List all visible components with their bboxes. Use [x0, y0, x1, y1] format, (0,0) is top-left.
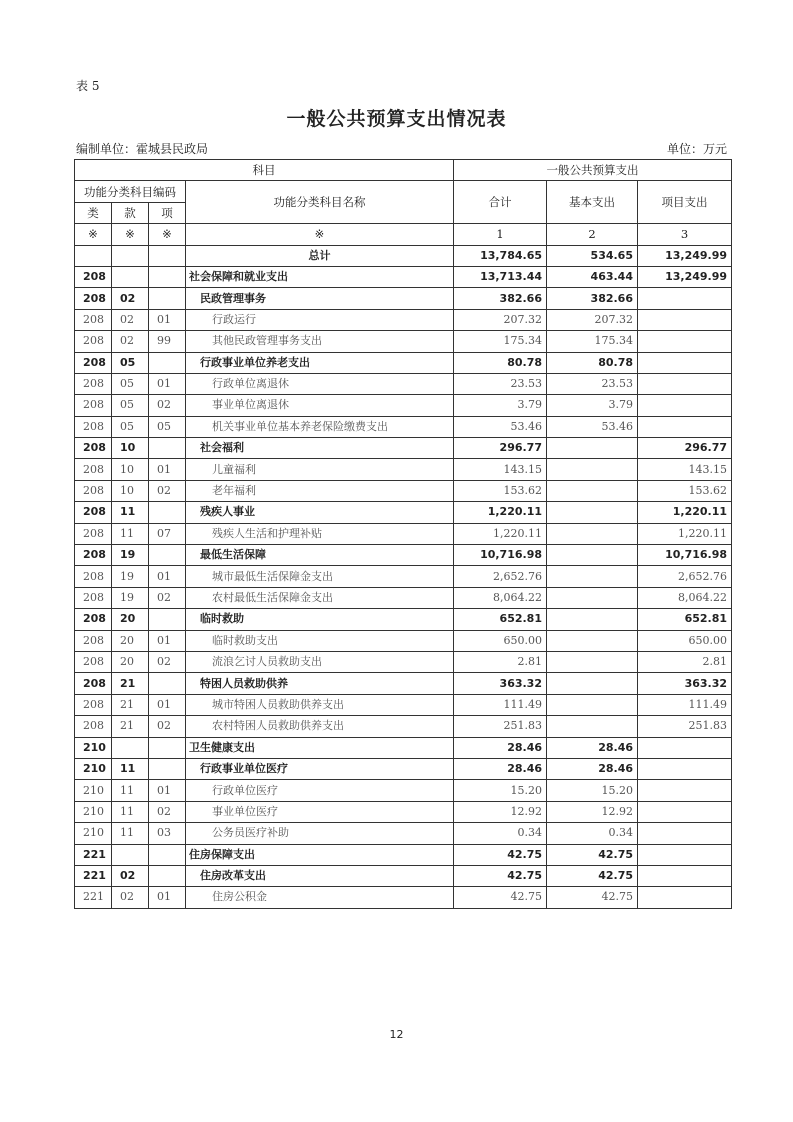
lei-cell: 208 [75, 502, 112, 523]
xiang-cell [149, 245, 186, 266]
xiang-cell [149, 545, 186, 566]
table-row [75, 395, 732, 416]
project-cell [638, 373, 732, 394]
xiang-cell: 02 [149, 651, 186, 672]
total-cell: 23.53 [454, 373, 547, 394]
name-cell: 社会福利 [186, 438, 454, 459]
name-cell: 最低生活保障 [186, 545, 454, 566]
page-title: 一般公共预算支出情况表 [286, 108, 507, 130]
xiang-cell: 01 [149, 780, 186, 801]
name-cell: 行政单位医疗 [186, 780, 454, 801]
project-cell: 652.81 [638, 609, 732, 630]
unit-label: 单位：万元 [666, 142, 727, 156]
lei-cell: 208 [75, 523, 112, 544]
lei-cell: 208 [75, 416, 112, 437]
total-cell: 28.46 [454, 758, 547, 779]
xiang-cell [149, 266, 186, 287]
total-cell: 363.32 [454, 673, 547, 694]
table-row [75, 694, 732, 715]
name-cell: 儿童福利 [186, 459, 454, 480]
basic-cell [547, 587, 638, 608]
table-row [75, 352, 732, 373]
header-row-4 [75, 224, 732, 245]
kuan-cell: 02 [112, 865, 149, 886]
kuan-cell: 11 [112, 823, 149, 844]
project-column-header: 项目支出 [638, 181, 732, 224]
name-cell: 农村特困人员救助供养支出 [186, 716, 454, 737]
lei-cell: 210 [75, 801, 112, 822]
basic-cell: 42.75 [547, 844, 638, 865]
kuan-cell: 02 [112, 331, 149, 352]
table-row [75, 545, 732, 566]
table-row [75, 288, 732, 309]
xiang-cell: 02 [149, 716, 186, 737]
table-row [75, 609, 732, 630]
total-cell: 42.75 [454, 844, 547, 865]
name-cell: 老年福利 [186, 480, 454, 501]
basic-cell: 382.66 [547, 288, 638, 309]
basic-cell: 175.34 [547, 331, 638, 352]
table-row [75, 801, 732, 822]
lei-cell: 208 [75, 545, 112, 566]
kuan-cell: 21 [112, 716, 149, 737]
page-number: 12 [389, 1028, 404, 1041]
basic-cell [547, 630, 638, 651]
xiang-cell: 01 [149, 309, 186, 330]
kuan-cell: 02 [112, 887, 149, 908]
total-cell: 111.49 [454, 694, 547, 715]
kuan-cell: 20 [112, 630, 149, 651]
total-cell: 1,220.11 [454, 502, 547, 523]
table-number: 表 5 [76, 79, 100, 93]
table-row [75, 459, 732, 480]
project-cell: 10,716.98 [638, 545, 732, 566]
table-row [75, 523, 732, 544]
kuan-cell: 05 [112, 352, 149, 373]
basic-cell: 0.34 [547, 823, 638, 844]
xiang-cell: 01 [149, 887, 186, 908]
basic-cell: 534.65 [547, 245, 638, 266]
lei-cell: 210 [75, 823, 112, 844]
xiang-cell: 01 [149, 694, 186, 715]
total-cell: 2.81 [454, 651, 547, 672]
name-cell: 总计 [186, 245, 454, 266]
project-cell: 143.15 [638, 459, 732, 480]
lei-cell: 208 [75, 480, 112, 501]
table-row [75, 780, 732, 801]
table-row [75, 566, 732, 587]
table-row [75, 651, 732, 672]
name-cell: 残疾人事业 [186, 502, 454, 523]
project-cell: 1,220.11 [638, 523, 732, 544]
lei-cell: 208 [75, 694, 112, 715]
table-row [75, 673, 732, 694]
xiang-cell [149, 844, 186, 865]
lei-cell [75, 245, 112, 266]
index-cell-2: 2 [547, 224, 638, 245]
basic-cell [547, 523, 638, 544]
xiang-cell [149, 609, 186, 630]
basic-cell: 53.46 [547, 416, 638, 437]
total-cell: 42.75 [454, 865, 547, 886]
name-cell: 行政单位离退休 [186, 373, 454, 394]
total-cell: 10,716.98 [454, 545, 547, 566]
kuan-cell: 05 [112, 416, 149, 437]
name-cell: 城市特困人员救助供养支出 [186, 694, 454, 715]
name-cell: 农村最低生活保障金支出 [186, 587, 454, 608]
lei-cell: 208 [75, 352, 112, 373]
project-cell [638, 780, 732, 801]
total-cell: 12.92 [454, 801, 547, 822]
lei-cell: 208 [75, 587, 112, 608]
name-cell: 特困人员救助供养 [186, 673, 454, 694]
basic-cell [547, 651, 638, 672]
kuan-cell [112, 737, 149, 758]
xiang-cell [149, 438, 186, 459]
xiang-cell [149, 352, 186, 373]
table-row [75, 331, 732, 352]
kuan-cell: 11 [112, 758, 149, 779]
total-cell: 296.77 [454, 438, 547, 459]
total-cell: 2,652.76 [454, 566, 547, 587]
name-cell: 残疾人生活和护理补贴 [186, 523, 454, 544]
kuan-cell: 20 [112, 651, 149, 672]
kuan-cell: 21 [112, 673, 149, 694]
total-cell: 652.81 [454, 609, 547, 630]
project-cell [638, 844, 732, 865]
xiang-cell: 07 [149, 523, 186, 544]
name-cell: 民政管理事务 [186, 288, 454, 309]
kuan-cell: 19 [112, 566, 149, 587]
subject-header: 科目 [75, 160, 454, 181]
name-cell: 城市最低生活保障金支出 [186, 566, 454, 587]
kuan-cell: 05 [112, 373, 149, 394]
table-row [75, 502, 732, 523]
project-cell: 1,220.11 [638, 502, 732, 523]
project-cell: 8,064.22 [638, 587, 732, 608]
table-row [75, 823, 732, 844]
basic-cell [547, 459, 638, 480]
total-cell: 143.15 [454, 459, 547, 480]
lei-cell: 208 [75, 630, 112, 651]
xiang-cell [149, 758, 186, 779]
lei-cell: 208 [75, 673, 112, 694]
table-row [75, 438, 732, 459]
table-row [75, 266, 732, 287]
basic-cell [547, 673, 638, 694]
total-cell: 207.32 [454, 309, 547, 330]
kuan-cell: 10 [112, 438, 149, 459]
table-row [75, 887, 732, 908]
project-cell [638, 737, 732, 758]
xiang-header: 项 [149, 202, 186, 223]
mark-cell: ※ [186, 224, 454, 245]
mark-cell: ※ [149, 224, 186, 245]
lei-cell: 221 [75, 844, 112, 865]
project-cell [638, 416, 732, 437]
project-cell [638, 331, 732, 352]
xiang-cell [149, 737, 186, 758]
basic-cell [547, 502, 638, 523]
kuan-cell: 19 [112, 545, 149, 566]
basic-cell [547, 609, 638, 630]
budget-group-header: 一般公共预算支出 [454, 160, 732, 181]
table-row [75, 416, 732, 437]
budget-table [74, 159, 732, 909]
kuan-cell: 11 [112, 780, 149, 801]
total-cell: 42.75 [454, 887, 547, 908]
project-cell: 111.49 [638, 694, 732, 715]
total-cell: 0.34 [454, 823, 547, 844]
xiang-cell: 02 [149, 587, 186, 608]
lei-cell: 221 [75, 865, 112, 886]
lei-cell: 210 [75, 758, 112, 779]
organization-label: 编制单位：霍城县民政局 [76, 142, 209, 156]
name-cell: 卫生健康支出 [186, 737, 454, 758]
table-row [75, 737, 732, 758]
header-row-2 [75, 181, 732, 202]
project-cell: 251.83 [638, 716, 732, 737]
header-row-1 [75, 160, 732, 181]
project-cell: 153.62 [638, 480, 732, 501]
lei-cell: 221 [75, 887, 112, 908]
name-cell: 住房改革支出 [186, 865, 454, 886]
xiang-cell: 03 [149, 823, 186, 844]
table-row [75, 373, 732, 394]
total-cell: 8,064.22 [454, 587, 547, 608]
xiang-cell: 02 [149, 480, 186, 501]
kuan-cell: 11 [112, 523, 149, 544]
xiang-cell: 01 [149, 459, 186, 480]
project-cell [638, 352, 732, 373]
basic-cell: 42.75 [547, 865, 638, 886]
total-cell: 382.66 [454, 288, 547, 309]
mark-cell: ※ [75, 224, 112, 245]
name-cell: 临时救助支出 [186, 630, 454, 651]
kuan-cell: 05 [112, 395, 149, 416]
lei-cell: 208 [75, 331, 112, 352]
lei-cell: 208 [75, 309, 112, 330]
project-cell: 13,249.99 [638, 266, 732, 287]
name-cell: 公务员医疗补助 [186, 823, 454, 844]
table-row [75, 245, 732, 266]
kuan-cell [112, 245, 149, 266]
total-cell: 80.78 [454, 352, 547, 373]
lei-cell: 210 [75, 737, 112, 758]
lei-cell: 208 [75, 566, 112, 587]
lei-header: 类 [75, 202, 112, 223]
table-row [75, 630, 732, 651]
xiang-cell [149, 288, 186, 309]
project-cell [638, 758, 732, 779]
kuan-cell: 11 [112, 502, 149, 523]
basic-cell: 463.44 [547, 266, 638, 287]
basic-cell: 80.78 [547, 352, 638, 373]
xiang-cell: 05 [149, 416, 186, 437]
xiang-cell: 02 [149, 801, 186, 822]
total-cell: 1,220.11 [454, 523, 547, 544]
name-cell: 行政运行 [186, 309, 454, 330]
xiang-cell [149, 502, 186, 523]
basic-cell: 15.20 [547, 780, 638, 801]
lei-cell: 208 [75, 438, 112, 459]
project-cell [638, 801, 732, 822]
total-cell: 251.83 [454, 716, 547, 737]
total-cell: 13,784.65 [454, 245, 547, 266]
name-cell: 其他民政管理事务支出 [186, 331, 454, 352]
kuan-header: 款 [112, 202, 149, 223]
project-cell: 2.81 [638, 651, 732, 672]
kuan-cell: 02 [112, 288, 149, 309]
index-cell-1: 1 [454, 224, 547, 245]
total-column-header: 合计 [454, 181, 547, 224]
basic-cell [547, 694, 638, 715]
basic-cell: 207.32 [547, 309, 638, 330]
kuan-cell: 02 [112, 309, 149, 330]
table-row [75, 716, 732, 737]
name-cell: 事业单位医疗 [186, 801, 454, 822]
basic-cell: 12.92 [547, 801, 638, 822]
code-group-header: 功能分类科目编码 [75, 181, 186, 202]
table-row [75, 309, 732, 330]
name-cell: 流浪乞讨人员救助支出 [186, 651, 454, 672]
lei-cell: 208 [75, 395, 112, 416]
project-cell [638, 395, 732, 416]
name-cell: 临时救助 [186, 609, 454, 630]
kuan-cell: 10 [112, 480, 149, 501]
table-row [75, 758, 732, 779]
total-cell: 650.00 [454, 630, 547, 651]
project-cell: 13,249.99 [638, 245, 732, 266]
lei-cell: 208 [75, 288, 112, 309]
basic-cell [547, 480, 638, 501]
lei-cell: 208 [75, 609, 112, 630]
xiang-cell: 01 [149, 566, 186, 587]
lei-cell: 208 [75, 373, 112, 394]
xiang-cell: 02 [149, 395, 186, 416]
kuan-cell: 10 [112, 459, 149, 480]
lei-cell: 208 [75, 651, 112, 672]
project-cell [638, 309, 732, 330]
project-cell [638, 865, 732, 886]
total-cell: 175.34 [454, 331, 547, 352]
basic-cell: 23.53 [547, 373, 638, 394]
project-cell [638, 887, 732, 908]
mark-cell: ※ [112, 224, 149, 245]
basic-column-header: 基本支出 [547, 181, 638, 224]
lei-cell: 208 [75, 266, 112, 287]
table-row [75, 587, 732, 608]
xiang-cell [149, 673, 186, 694]
basic-cell [547, 438, 638, 459]
total-cell: 13,713.44 [454, 266, 547, 287]
project-cell [638, 823, 732, 844]
lei-cell: 208 [75, 716, 112, 737]
table-row [75, 480, 732, 501]
name-cell: 行政事业单位养老支出 [186, 352, 454, 373]
name-cell: 社会保障和就业支出 [186, 266, 454, 287]
xiang-cell: 01 [149, 630, 186, 651]
project-cell [638, 288, 732, 309]
total-cell: 153.62 [454, 480, 547, 501]
kuan-cell [112, 266, 149, 287]
kuan-cell: 20 [112, 609, 149, 630]
basic-cell [547, 716, 638, 737]
name-cell: 住房公积金 [186, 887, 454, 908]
total-cell: 28.46 [454, 737, 547, 758]
basic-cell [547, 566, 638, 587]
name-cell: 事业单位离退休 [186, 395, 454, 416]
name-cell: 住房保障支出 [186, 844, 454, 865]
kuan-cell: 21 [112, 694, 149, 715]
basic-cell: 42.75 [547, 887, 638, 908]
xiang-cell [149, 865, 186, 886]
basic-cell: 28.46 [547, 737, 638, 758]
lei-cell: 208 [75, 459, 112, 480]
project-cell: 296.77 [638, 438, 732, 459]
project-cell: 2,652.76 [638, 566, 732, 587]
project-cell: 363.32 [638, 673, 732, 694]
basic-cell [547, 545, 638, 566]
project-cell: 650.00 [638, 630, 732, 651]
kuan-cell [112, 844, 149, 865]
lei-cell: 210 [75, 780, 112, 801]
kuan-cell: 11 [112, 801, 149, 822]
total-cell: 53.46 [454, 416, 547, 437]
table-row [75, 865, 732, 886]
basic-cell: 28.46 [547, 758, 638, 779]
xiang-cell: 01 [149, 373, 186, 394]
total-cell: 15.20 [454, 780, 547, 801]
name-column-header: 功能分类科目名称 [186, 181, 454, 224]
name-cell: 机关事业单位基本养老保险缴费支出 [186, 416, 454, 437]
total-cell: 3.79 [454, 395, 547, 416]
name-cell: 行政事业单位医疗 [186, 758, 454, 779]
table-row [75, 844, 732, 865]
xiang-cell: 99 [149, 331, 186, 352]
kuan-cell: 19 [112, 587, 149, 608]
basic-cell: 3.79 [547, 395, 638, 416]
index-cell-3: 3 [638, 224, 732, 245]
